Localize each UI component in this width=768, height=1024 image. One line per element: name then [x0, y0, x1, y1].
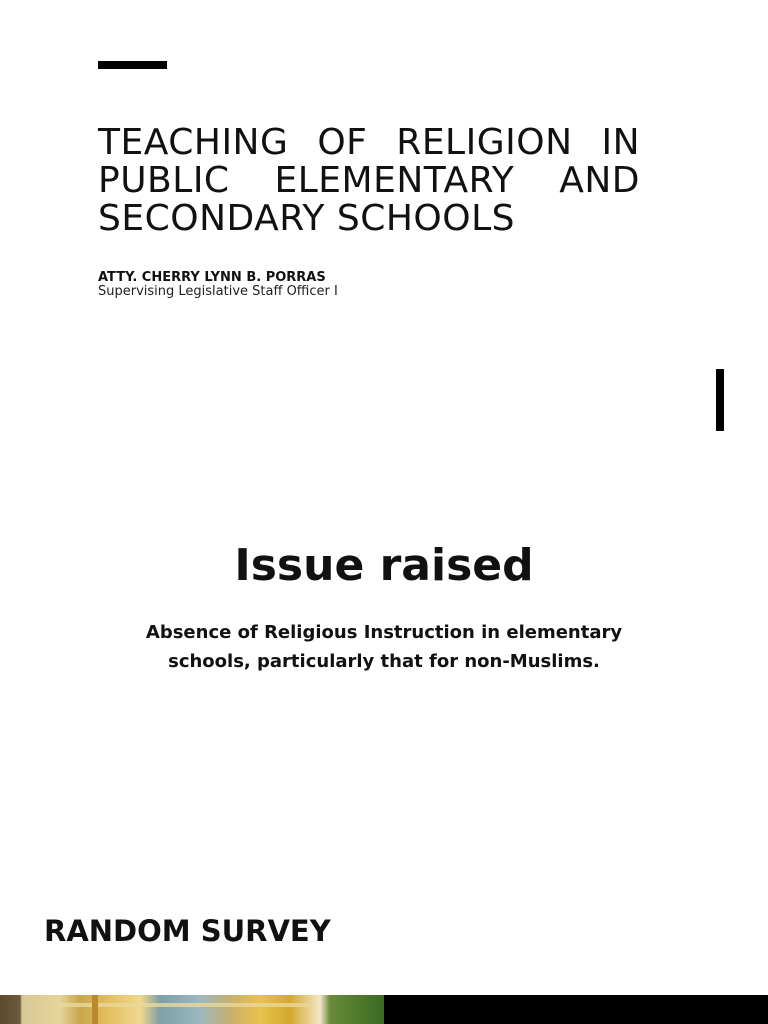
issue-heading: Issue raised	[234, 540, 534, 591]
document-title: TEACHING OF RELIGION IN PUBLIC ELEMENTARY AND SECONDARY SCHOOLS	[98, 122, 640, 239]
decorative-top-bar	[98, 61, 167, 69]
author-role: Supervising Legislative Staff Officer I	[98, 284, 338, 299]
author-name: ATTY. CHERRY LYNN B. PORRAS	[98, 270, 326, 285]
survey-photo	[0, 995, 384, 1024]
black-panel	[384, 995, 768, 1024]
decorative-side-bar	[716, 369, 724, 431]
photo-post	[92, 995, 98, 1024]
survey-heading: RANDOM SURVEY	[44, 914, 331, 948]
issue-text: Absence of Religious Instruction in elementary schools, particularly that for non-Muslims.	[145, 622, 623, 672]
